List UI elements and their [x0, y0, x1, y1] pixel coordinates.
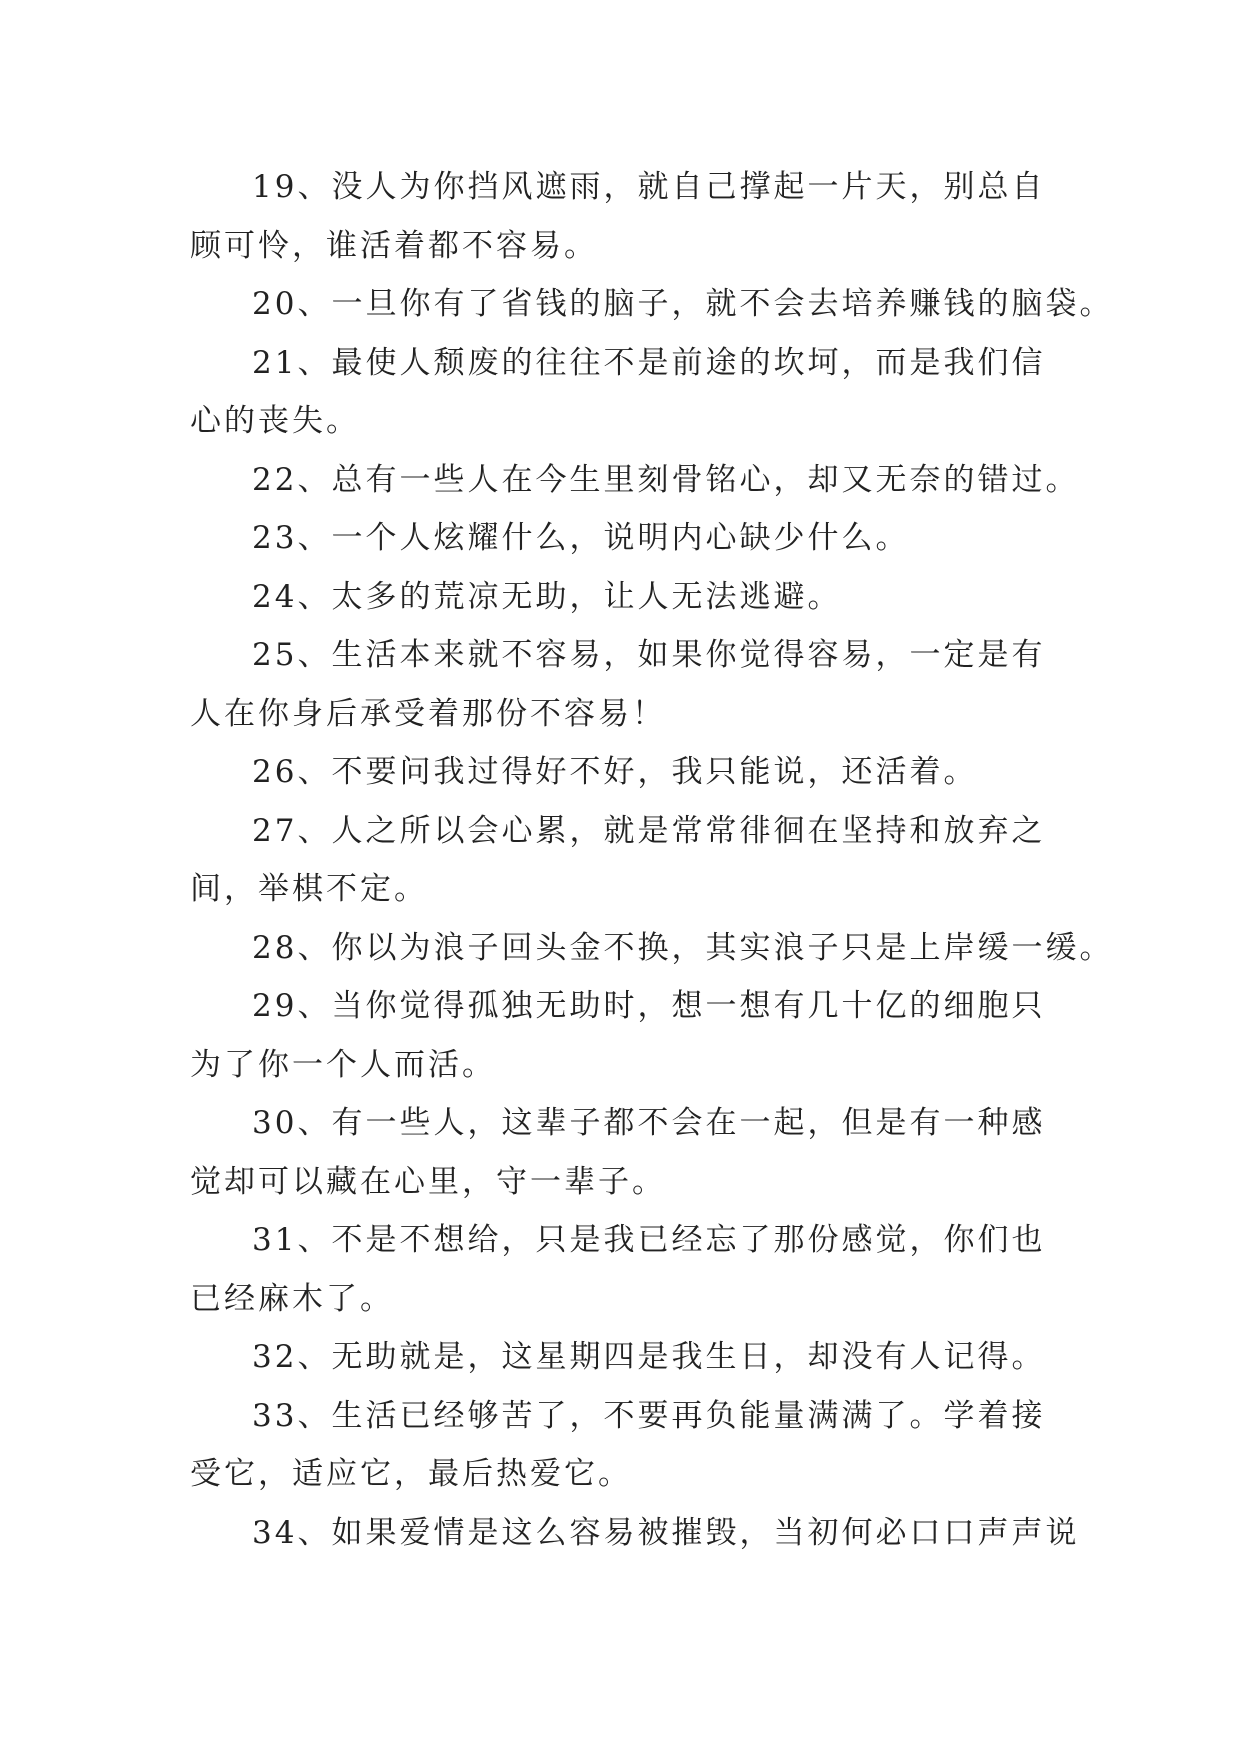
paragraph-32: 32、无助就是，这星期四是我生日，却没有人记得。	[252, 1339, 1046, 1375]
paragraph-19: 19、没人为你挡风遮雨，就自己撑起一片天，别总自顾可怜，谁活着都不容易。	[190, 169, 1046, 264]
paragraph-24: 24、太多的荒凉无助，让人无法逃避。	[252, 578, 842, 615]
paragraph-31: 31、不是不想给，只是我已经忘了那份感觉，你们也已经麻木了。	[190, 1222, 1046, 1317]
paragraph-28: 28、你以为浪子回头金不换，其实浪子只是上岸缓一缓。	[252, 929, 1114, 966]
paragraph-27: 27、人之所以会心累，就是常常徘徊在坚持和放弃之间，举棋不定。	[190, 812, 1046, 907]
paragraph-21: 21、最使人颓废的往往不是前途的坎坷，而是我们信心的丧失。	[190, 344, 1046, 439]
paragraph-29: 29、当你觉得孤独无助时，想一想有几十亿的细胞只为了你一个人而活。	[190, 988, 1046, 1083]
paragraph-33: 33、生活已经够苦了，不要再负能量满满了。学着接受它，适应它，最后热爱它。	[190, 1397, 1046, 1492]
paragraph-25: 25、生活本来就不容易，如果你觉得容易，一定是有人在你身后承受着那份不容易！	[190, 637, 1046, 732]
paragraph-22: 22、总有一些人在今生里刻骨铭心，却又无奈的错过。	[252, 461, 1080, 498]
paragraph-26: 26、不要问我过得好不好，我只能说，还活着。	[252, 754, 978, 790]
document-body	[190, 158, 1114, 1562]
paragraph-20: 20、一旦你有了省钱的脑子，就不会去培养赚钱的脑袋。	[252, 286, 1114, 322]
paragraph-34: 34、如果爱情是这么容易被摧毁，当初何必口口声声说	[252, 1514, 1080, 1551]
paragraph-23: 23、一个人炫耀什么，说明内心缺少什么。	[252, 520, 910, 556]
paragraph-30: 30、有一些人，这辈子都不会在一起，但是有一种感觉却可以藏在心里，守一辈子。	[190, 1105, 1046, 1200]
